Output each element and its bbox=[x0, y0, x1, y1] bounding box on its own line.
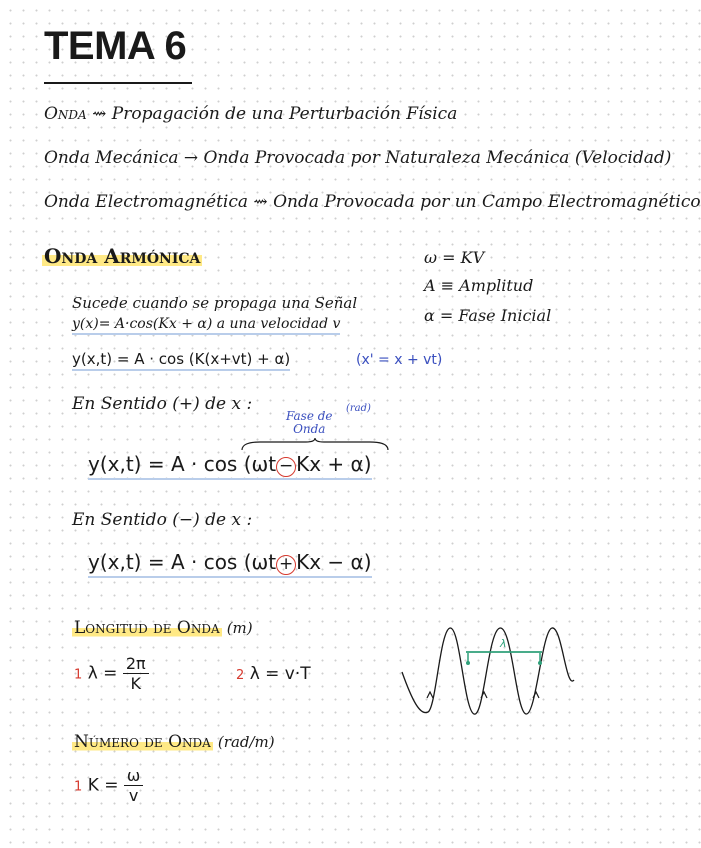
wavelength-unit: (m) bbox=[226, 619, 253, 637]
formula-index: 1 bbox=[74, 779, 83, 795]
minus-sign-circled: − bbox=[276, 457, 296, 477]
wavenumber-unit: (rad/m) bbox=[217, 733, 275, 751]
formula-lhs: K = bbox=[87, 775, 119, 796]
section-heading-wavenumber: Número de Onda bbox=[74, 732, 211, 752]
definition-text: Onda Provocada por Naturaleza Mecánica (Velocidad) bbox=[203, 148, 672, 168]
definition-text: Onda Provocada por un Campo Electromagnético bbox=[273, 192, 701, 212]
label-positive-direction: En Sentido (+) de x : bbox=[72, 394, 253, 414]
eq-neg-left: y(x,t) = A · cos (ωt bbox=[88, 550, 277, 574]
page-title: TEMA 6 bbox=[44, 24, 187, 68]
definition-text: Propagación de una Perturbación Física bbox=[111, 104, 458, 124]
formula-lhs: λ = bbox=[87, 663, 118, 684]
phase-note bbox=[286, 410, 333, 436]
wave-lambda-label: λ bbox=[500, 637, 507, 650]
fraction bbox=[124, 766, 143, 805]
fraction-denominator: v bbox=[128, 786, 139, 805]
definition-mechanical-wave bbox=[44, 148, 671, 168]
eq-pos-left: y(x,t) = A · cos (ωt bbox=[88, 452, 277, 476]
definition-em-wave bbox=[44, 192, 701, 212]
fraction bbox=[123, 654, 149, 693]
arrow-icon: ⇝ bbox=[253, 192, 268, 212]
side-note-omega: ω = KV bbox=[424, 248, 485, 267]
eq-pos-right: Kx + α) bbox=[296, 452, 372, 476]
formula-text: λ = v·T bbox=[249, 664, 311, 684]
side-note-amplitude: A ≡ Amplitud bbox=[424, 276, 534, 295]
section-wavelength bbox=[72, 618, 253, 638]
equation-moving: y(x,t) = A · cos (K(x+vt) + α) bbox=[72, 350, 290, 371]
equation-substitution-note: (x' = x + vt) bbox=[356, 352, 443, 368]
eq-neg-right: Kx − α) bbox=[296, 550, 372, 574]
definition-term: Onda Mecánica bbox=[44, 148, 179, 168]
section-heading-harmonic-wave: Onda Armónica bbox=[44, 244, 201, 268]
phase-unit: (rad) bbox=[346, 403, 371, 414]
equation-negative-direction bbox=[88, 550, 372, 578]
fraction-denominator: K bbox=[130, 674, 141, 693]
fraction-numerator: ω bbox=[124, 766, 143, 786]
wave-sketch bbox=[396, 620, 580, 720]
phase-note-line1: Fase de bbox=[286, 409, 333, 423]
section-heading-wavelength: Longitud de Onda bbox=[74, 618, 220, 638]
fraction-numerator: 2π bbox=[123, 654, 149, 674]
formula-index: 2 bbox=[236, 668, 245, 683]
formula-index: 1 bbox=[74, 667, 83, 683]
equation-positive-direction bbox=[88, 452, 372, 480]
definition-term: Onda bbox=[44, 104, 87, 124]
plus-sign-circled: + bbox=[276, 555, 296, 575]
formula-wavelength-1 bbox=[74, 654, 149, 693]
arrow-icon: ⇝ bbox=[92, 104, 107, 124]
phase-note-line2: Onda bbox=[293, 422, 326, 436]
section-wavenumber bbox=[72, 732, 275, 752]
equation-static: y(x)= A·cos(Kx + α) a una velocidad v bbox=[72, 316, 340, 335]
phase-brace bbox=[240, 438, 390, 452]
formula-wavenumber-1 bbox=[74, 766, 143, 805]
label-negative-direction: En Sentido (−) de x : bbox=[72, 510, 253, 530]
formula-wavelength-2 bbox=[236, 664, 311, 684]
arrow-icon: → bbox=[183, 148, 199, 168]
definition-wave bbox=[44, 104, 457, 124]
intro-text: Sucede cuando se propaga una Señal bbox=[72, 294, 358, 312]
definition-term: Onda Electromagnética bbox=[44, 192, 248, 212]
title-underline bbox=[44, 82, 192, 84]
side-note-phase: α = Fase Inicial bbox=[424, 306, 552, 325]
